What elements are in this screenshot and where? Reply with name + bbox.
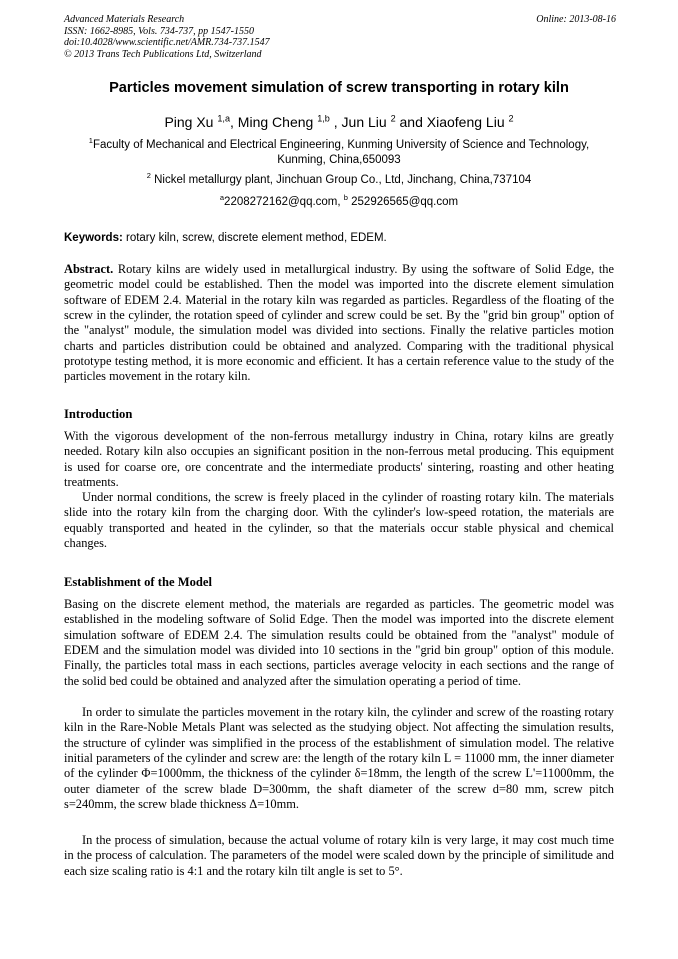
affiliation-text: Faculty of Mechanical and Electrical Engineering, Kunming University of Science and Technology, Kunming, China,650093 [92,139,590,166]
doi-line: doi:10.4028/www.scientific.net/AMR.734-737.1547 [64,37,270,48]
email-sup: a [219,193,225,203]
author-sup: 2 [508,113,514,124]
abstract-label: Abstract. [64,262,114,276]
email-line [0,193,678,208]
affiliation-text: Nickel metallurgy plant, Jinchuan Group Co., Ltd, Jinchang, China,737104 [150,174,532,186]
journal-header [64,14,270,60]
author-name: Ping Xu [164,114,218,130]
author-name: , Ming Cheng [230,114,318,130]
keywords-line [64,232,614,244]
affiliation-1 [64,138,614,168]
author-list [0,114,678,130]
intro-paragraph-2: Under normal conditions, the screw is freely placed in the cylinder of roasting rotary kiln. The materials slide into the rotary kiln from the charging door. With the cylinder's low-speed rotation, the materials are equably transported and heated in the cylinder, so that the materials occur stable physical and chemical changes. [64,490,614,551]
section-heading-model: Establishment of the Model [64,575,212,589]
affiliation-sup: 2 [146,171,151,181]
abstract-paragraph [64,262,614,385]
author-sup: 1,a [217,113,231,124]
journal-name: Advanced Materials Research [64,14,185,25]
affiliation-2 [0,171,678,186]
abstract-text: Rotary kilns are widely used in metallurgical industry. By using the software of Solid Edge, the geometric model could be established. Then the model was imported into the discrete element simulation software of EDEM 2.4. Material in the rotary kiln was regarded as particles. Regardless of the floating of the screw in the cylinder, the rotation speed of cylinder and screw could be set. By the "grid bin group" option of the "analyst" module, the simulation model was divided into sections. Finally the relative particles motion charts and particles distribution could be obtained and analyzed. Comparing with the traditional physical prototype testing method, it is more economic and efficient. It has a certain reference value to the study of the particles movement in the rotary kiln. [64,262,614,384]
section-heading-introduction: Introduction [64,407,133,421]
author-name: , Jun Liu [329,114,391,130]
intro-paragraph-1: With the vigorous development of the non-ferrous metallurgy industry in China, rotary kilns are greatly needed. Rotary kiln also occupies an significant position in the non-ferrous metal producing. This equipment is used for coarse ore, ore concentrate and the intermediate products' sintering, roasting and other heating treatments. [64,429,614,490]
affiliation-sup: 1 [88,136,93,146]
model-paragraph-1: Basing on the discrete element method, the materials are regarded as particles. The geometric model was established in the modeling software of Solid Edge. Then the model was imported into the discrete element simulation software of EDEM 2.4. The simulation results could be obtained from the "analyst" module of EDEM and the simulation model was divided into 10 sections in the "grid bin group" option of this module. Finally, the particles total mass in each sections, particles average velocity in each sections and the range of the solid bed could be obtained and analyzed after the simulation operating a period of time. [64,597,614,688]
keywords-label: Keywords: [64,232,123,244]
author-sup: 1,b [317,113,330,124]
email-sup: b [343,193,348,203]
model-paragraph-3: In the process of simulation, because the actual volume of rotary kiln is very large, it may cost much time in the process of calculation. The parameters of the model were scaled down by the principle of similitude and each size scaling ratio is 4:1 and the rotary kiln tilt angle is set to 5°. [64,833,614,878]
issn-line: ISSN: 1662-8985, Vols. 734-737, pp 1547-1550 [64,25,254,37]
author-name: and Xiaofeng Liu [395,114,509,130]
paper-title: Particles movement simulation of screw transporting in rotary kiln [109,80,569,96]
author-sup: 2 [390,113,396,124]
online-date: Online: 2013-08-16 [536,14,616,25]
keywords-text: rotary kiln, screw, discrete element method, EDEM. [122,232,387,244]
email-link[interactable]: 252926565@qq.com [347,196,459,208]
copyright-line: © 2013 Trans Tech Publications Ltd, Switzerland [64,48,262,60]
model-paragraph-2: In order to simulate the particles movement in the rotary kiln, the cylinder and screw of the roasting rotary kiln in the Rare-Noble Metals Plant was selected as the studying object. Not affecting the simulation results, the structure of cylinder was simplified in the process of the establishment of simulation model. The relative initial parameters of the cylinder and screw are: the length of the rotary kiln L = 11000 mm, the inner diameter of the cylinder Φ=1000mm, the thickness of the cylinder δ=18mm, the length of the screw L'=11000mm, the outer diameter of the screw blade D=300mm, the shaft diameter of the screw d=80 mm, screw pitch s=240mm, the screw blade thickness Δ=10mm. [64,705,614,812]
email-link[interactable]: 2208272162@qq.com, [224,196,344,208]
